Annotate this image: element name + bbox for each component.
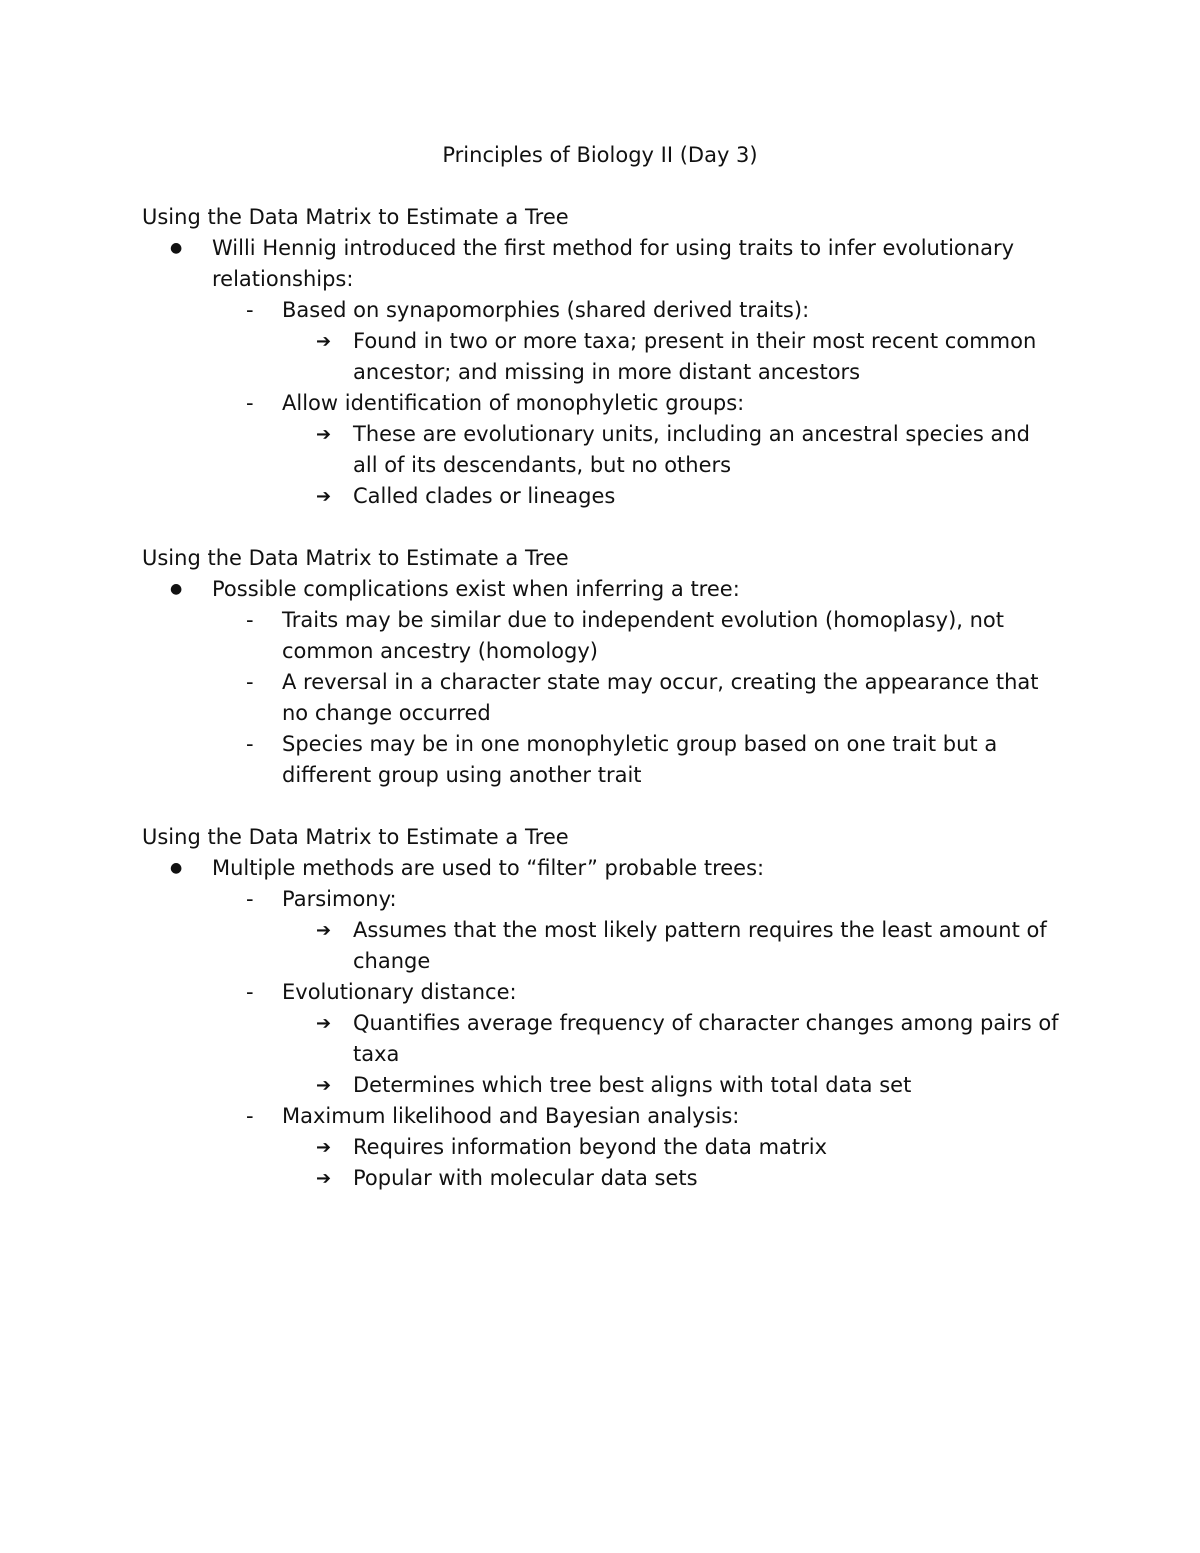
outline-line-level-3 <box>142 946 1072 977</box>
arrow-icon: ➔ <box>316 1075 332 1096</box>
outline-line-level-3 <box>142 326 1072 357</box>
dash-marker: - <box>246 732 254 756</box>
line-text: Quantifies average frequency of character changes among pairs of <box>353 1011 1059 1035</box>
line-text: different group using another trait <box>282 763 642 787</box>
line-text: Willi Hennig introduced the first method for using traits to infer evolutionary <box>212 236 1015 260</box>
outline-line-level-3 <box>142 481 1072 512</box>
line-text: Assumes that the most likely pattern requires the least amount of <box>353 918 1047 942</box>
line-text: Popular with molecular data sets <box>353 1166 698 1190</box>
section <box>142 202 1072 512</box>
arrow-icon: ➔ <box>316 331 332 352</box>
dash-marker: - <box>246 670 254 694</box>
outline-line-level-1 <box>142 264 1072 295</box>
outline-line-level-3 <box>142 1132 1072 1163</box>
arrow-icon: ➔ <box>316 1013 332 1034</box>
line-text: relationships: <box>212 267 354 291</box>
dash-marker: - <box>246 1104 254 1128</box>
line-text: Determines which tree best aligns with total data set <box>353 1073 912 1097</box>
outline-line-level-2 <box>142 698 1072 729</box>
outline-line-level-2 <box>142 605 1072 636</box>
outline-line-level-2 <box>142 636 1072 667</box>
bullet-icon: ● <box>170 860 183 876</box>
outline-line-level-1 <box>142 574 1072 605</box>
outline-line-level-3 <box>142 1070 1072 1101</box>
arrow-icon: ➔ <box>316 1137 332 1158</box>
outline-line-level-2 <box>142 1101 1072 1132</box>
line-text: Species may be in one monophyletic group based on one trait but a <box>282 732 998 756</box>
line-text: Possible complications exist when inferring a tree: <box>212 577 740 601</box>
bullet-icon: ● <box>170 240 183 256</box>
line-text: no change occurred <box>282 701 491 725</box>
line-text: ancestor; and missing in more distant ancestors <box>353 360 861 384</box>
section <box>142 543 1072 791</box>
line-text: Allow identification of monophyletic groups: <box>282 391 745 415</box>
line-text: change <box>353 949 431 973</box>
line-text: Evolutionary distance: <box>282 980 517 1004</box>
arrow-icon: ➔ <box>316 424 332 445</box>
document-body <box>142 202 1072 1225</box>
section <box>142 822 1072 1194</box>
line-text: Parsimony: <box>282 887 397 911</box>
arrow-icon: ➔ <box>316 1168 332 1189</box>
outline-line-level-3 <box>142 450 1072 481</box>
bullet-icon: ● <box>170 581 183 597</box>
section-heading: Using the Data Matrix to Estimate a Tree <box>142 205 569 229</box>
dash-marker: - <box>246 298 254 322</box>
line-text: A reversal in a character state may occur, creating the appearance that <box>282 670 1039 694</box>
outline-line-level-2 <box>142 729 1072 760</box>
outline-line-level-1 <box>142 233 1072 264</box>
outline-line-level-2 <box>142 295 1072 326</box>
outline-line-level-1 <box>142 853 1072 884</box>
dash-marker: - <box>246 391 254 415</box>
dash-marker: - <box>246 608 254 632</box>
arrow-icon: ➔ <box>316 486 332 507</box>
line-text: Based on synapomorphies (shared derived traits): <box>282 298 810 322</box>
outline-line-level-2 <box>142 388 1072 419</box>
outline-line-level-3 <box>142 1008 1072 1039</box>
outline-line-level-2 <box>142 884 1072 915</box>
line-text: Found in two or more taxa; present in their most recent common <box>353 329 1037 353</box>
outline-line-level-3 <box>142 1163 1072 1194</box>
document-title: Principles of Biology II (Day 3) <box>442 143 758 167</box>
section-heading: Using the Data Matrix to Estimate a Tree <box>142 546 569 570</box>
line-text: Maximum likelihood and Bayesian analysis: <box>282 1104 740 1128</box>
outline-line-level-2 <box>142 977 1072 1008</box>
outline-line-level-3 <box>142 915 1072 946</box>
line-text: taxa <box>353 1042 400 1066</box>
outline-line-level-2 <box>142 667 1072 698</box>
line-text: These are evolutionary units, including an ancestral species and <box>353 422 1030 446</box>
outline-line-level-3 <box>142 357 1072 388</box>
line-text: Multiple methods are used to “filter” probable trees: <box>212 856 765 880</box>
line-text: common ancestry (homology) <box>282 639 598 663</box>
line-text: Called clades or lineages <box>353 484 616 508</box>
arrow-icon: ➔ <box>316 920 332 941</box>
outline-line-level-2 <box>142 760 1072 791</box>
outline-line-level-3 <box>142 1039 1072 1070</box>
line-text: all of its descendants, but no others <box>353 453 732 477</box>
line-text: Requires information beyond the data matrix <box>353 1135 828 1159</box>
line-text: Traits may be similar due to independent evolution (homoplasy), not <box>282 608 1005 632</box>
dash-marker: - <box>246 980 254 1004</box>
outline-line-level-3 <box>142 419 1072 450</box>
section-heading: Using the Data Matrix to Estimate a Tree <box>142 825 569 849</box>
dash-marker: - <box>246 887 254 911</box>
